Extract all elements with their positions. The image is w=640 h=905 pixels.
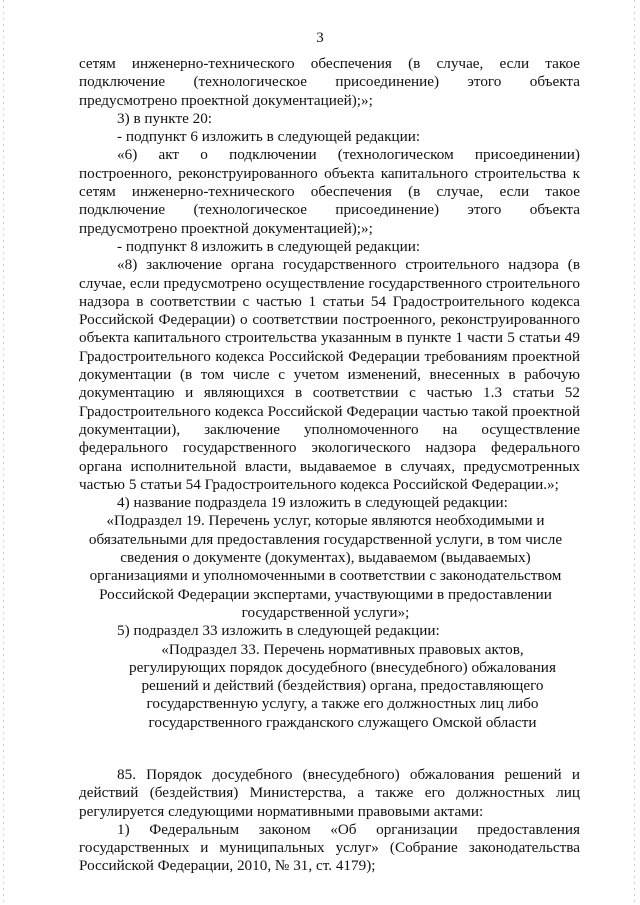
scan-edge-right [634, 0, 635, 905]
scan-edge-left [3, 0, 4, 905]
paragraph-subitem-6-intro: - подпункт 6 изложить в следующей редакции: [117, 128, 421, 146]
subsection-19-title: «Подраздел 19. Перечень услуг, которые являются необходимыми и обязательными для предоставления государственной услуги, в том числе сведения о документе (документах), выдаваемом (выдаваемых) организациями и уполномоченными в соответствии с законодательством Российской Федерации экспертами, участвующими в предоставлении государственной услуги»; [88, 512, 563, 621]
paragraph-item-5: 5) подраздел 33 изложить в следующей редакции: [117, 622, 440, 640]
paragraph-subitem-6-text: «6) акт о подключении (технологическом присоединении) построенного, реконструированного объекта капитального строительства к сетям инженерно-технического обеспечения (в случае, если такое подключение (технологическое присоединение) этого объекта предусмотрено проектной документацией);»; [79, 146, 580, 237]
paragraph-subitem-8-intro: - подпункт 8 изложить в следующей редакции: [117, 237, 421, 255]
paragraph-item-3: 3) в пункте 20: [117, 109, 213, 127]
subsection-33-title: «Подраздел 33. Перечень нормативных правовых актов, регулирующих порядок досудебного (внесудебного) обжалования решений и действий (бездействия) органа, предоставляющего государственную услугу, а также его должностных лиц либо государственного гражданского служащего Омской области [129, 640, 556, 731]
page-number: 3 [316, 30, 324, 46]
paragraph-85-item-1: 1) Федеральным законом «Об организации предоставления государственных и муниципальных услуг» (Собрание законодательства Российской Федерации, 2010, № 31, ст. 4179); [79, 820, 580, 875]
paragraph-item-4: 4) название подраздела 19 изложить в следующей редакции: [117, 494, 508, 512]
paragraph-subitem-8-text: «8) заключение органа государственного строительного надзора (в случае, если предусмотрено осуществление государственного строительного надзора в соответствии с частью 1 статьи 54 Градостроительного кодекса Российской Федерации) о соответствии построенного, реконструированного объекта капитального строительства указанным в пункте 1 части 5 статьи 49 Градостроительного кодекса Российской Федерации требованиям проектной документации (в том числе с учетом изменений, внесенных в рабочую документацию и являющихся в соответствии с частью 1.3 статьи 52 Градостроительного кодекса Российской Федерации частью такой проектной документации), заключение уполномоченного на осуществление федерального государственного экологического надзора федерального органа исполнительной власти, выдаваемое в случаях, предусмотренных частью 5 статьи 54 Градостроительного кодекса Российской Федерации.»; [79, 256, 580, 493]
section-gap [79, 732, 580, 766]
document-body [79, 55, 580, 876]
paragraph-85: 85. Порядок досудебного (внесудебного) обжалования решений и действий (бездействия) Министерства, а также его должностных лиц регулируется следующими нормативными правовыми актами: [79, 765, 580, 820]
paragraph-continuation: сетям инженерно-технического обеспечения (в случае, если такое подключение (технологическое присоединение) этого объекта предусмотрено проектной документацией);»; [79, 55, 580, 109]
